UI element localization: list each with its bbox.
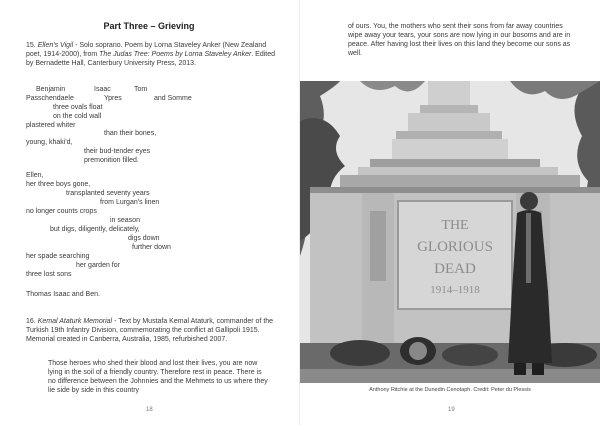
entry-number: 15. bbox=[26, 42, 38, 49]
right-page bbox=[300, 0, 600, 425]
quote-continuation: of ours. You, the mothers who sent their sons from far away countries wipe away your tears, your sons are now lying in our bosoms and are in peace. After having lost their lives on this land they become our sons as well. bbox=[348, 23, 571, 57]
poem-line: no longer counts crops bbox=[26, 208, 97, 215]
poem-line: in season bbox=[110, 217, 140, 224]
poem-line: her three boys gone, bbox=[26, 181, 91, 188]
photo-caption: Anthony Ritchie at the Dunedin Cenotaph. Credit: Peter du Plessis bbox=[369, 387, 531, 393]
poem-line: premonition filled. bbox=[84, 157, 139, 164]
poem-line: plastered whiter bbox=[26, 122, 76, 129]
poem-line: Tom bbox=[134, 86, 148, 93]
poem bbox=[26, 85, 276, 278]
inscription-line: DEAD bbox=[434, 261, 476, 277]
poem-line: digs down bbox=[128, 235, 160, 242]
poem-line: Ellen, bbox=[26, 172, 44, 179]
poem-line: young, khaki'd, bbox=[26, 139, 73, 146]
poem-line: from Lurgan's linen bbox=[100, 199, 160, 206]
entry-number: 16. bbox=[26, 318, 38, 325]
poem-line: Isaac bbox=[94, 86, 111, 93]
entry-text: - Solo soprano. Poem by Lorna Staveley Anker (New Zealand poet, 1914-2000), from bbox=[26, 42, 267, 58]
page-number-right: 19 bbox=[448, 407, 455, 413]
poem-line: transplanted seventy years bbox=[66, 190, 150, 197]
entry-16-credit bbox=[26, 317, 276, 344]
poem-line: her garden for bbox=[76, 262, 120, 269]
inscription-line: THE bbox=[441, 218, 469, 233]
poem-final-line: Thomas Isaac and Ben. bbox=[26, 291, 100, 298]
entry-text: - Text by Mustafa Kemal Ataturk, commander of the Turkish 19th Infantry Division, commemorating the conflict at Gallipoli 1915. Memorial created in Canberra, Australia, 1985, refurbished 2007. bbox=[26, 318, 274, 343]
inscription-line: GLORIOUS bbox=[417, 239, 493, 255]
left-page bbox=[0, 0, 299, 425]
poem-line: Ypres bbox=[104, 95, 122, 102]
poem-line: than their bones, bbox=[104, 130, 157, 137]
book-title: The Judas Tree: Poems by Lorna Staveley Anker bbox=[99, 51, 252, 58]
poem-line: on the cold wall bbox=[53, 113, 102, 120]
poem-line: further down bbox=[132, 244, 171, 251]
ataturk-quote: Those heroes who shed their blood and lost their lives, you are now lying in the soil of a friendly country. Therefore rest in peace. There is no difference between the Johnnies and the Mehmets to us where they lie side by side in this country bbox=[48, 360, 268, 394]
poem-line: her spade searching bbox=[26, 253, 90, 260]
poem-line: but digs, diligently, delicately, bbox=[50, 226, 140, 233]
poem-line: Passchendaele bbox=[26, 95, 74, 102]
page-number-left: 18 bbox=[146, 407, 153, 413]
entry-title: Ellen's Vigil bbox=[37, 42, 74, 49]
entry-title: Kemal Ataturk Memorial bbox=[37, 318, 113, 325]
poem-line: their bud-tender eyes bbox=[84, 148, 151, 155]
section-heading: Part Three – Grieving bbox=[103, 21, 195, 31]
poem-line: three ovals float bbox=[53, 104, 103, 111]
poem-line: three lost sons bbox=[26, 271, 72, 278]
poem-line: and Somme bbox=[154, 95, 192, 102]
poem-line: Benjamin bbox=[36, 86, 66, 93]
inscription-line: 1914–1918 bbox=[430, 284, 480, 296]
cenotaph-photo bbox=[300, 81, 600, 383]
entry-text: . Edited by Bernadette Hall, Canterbury University Press, 2013. bbox=[26, 51, 276, 67]
entry-15-credit bbox=[26, 41, 276, 68]
